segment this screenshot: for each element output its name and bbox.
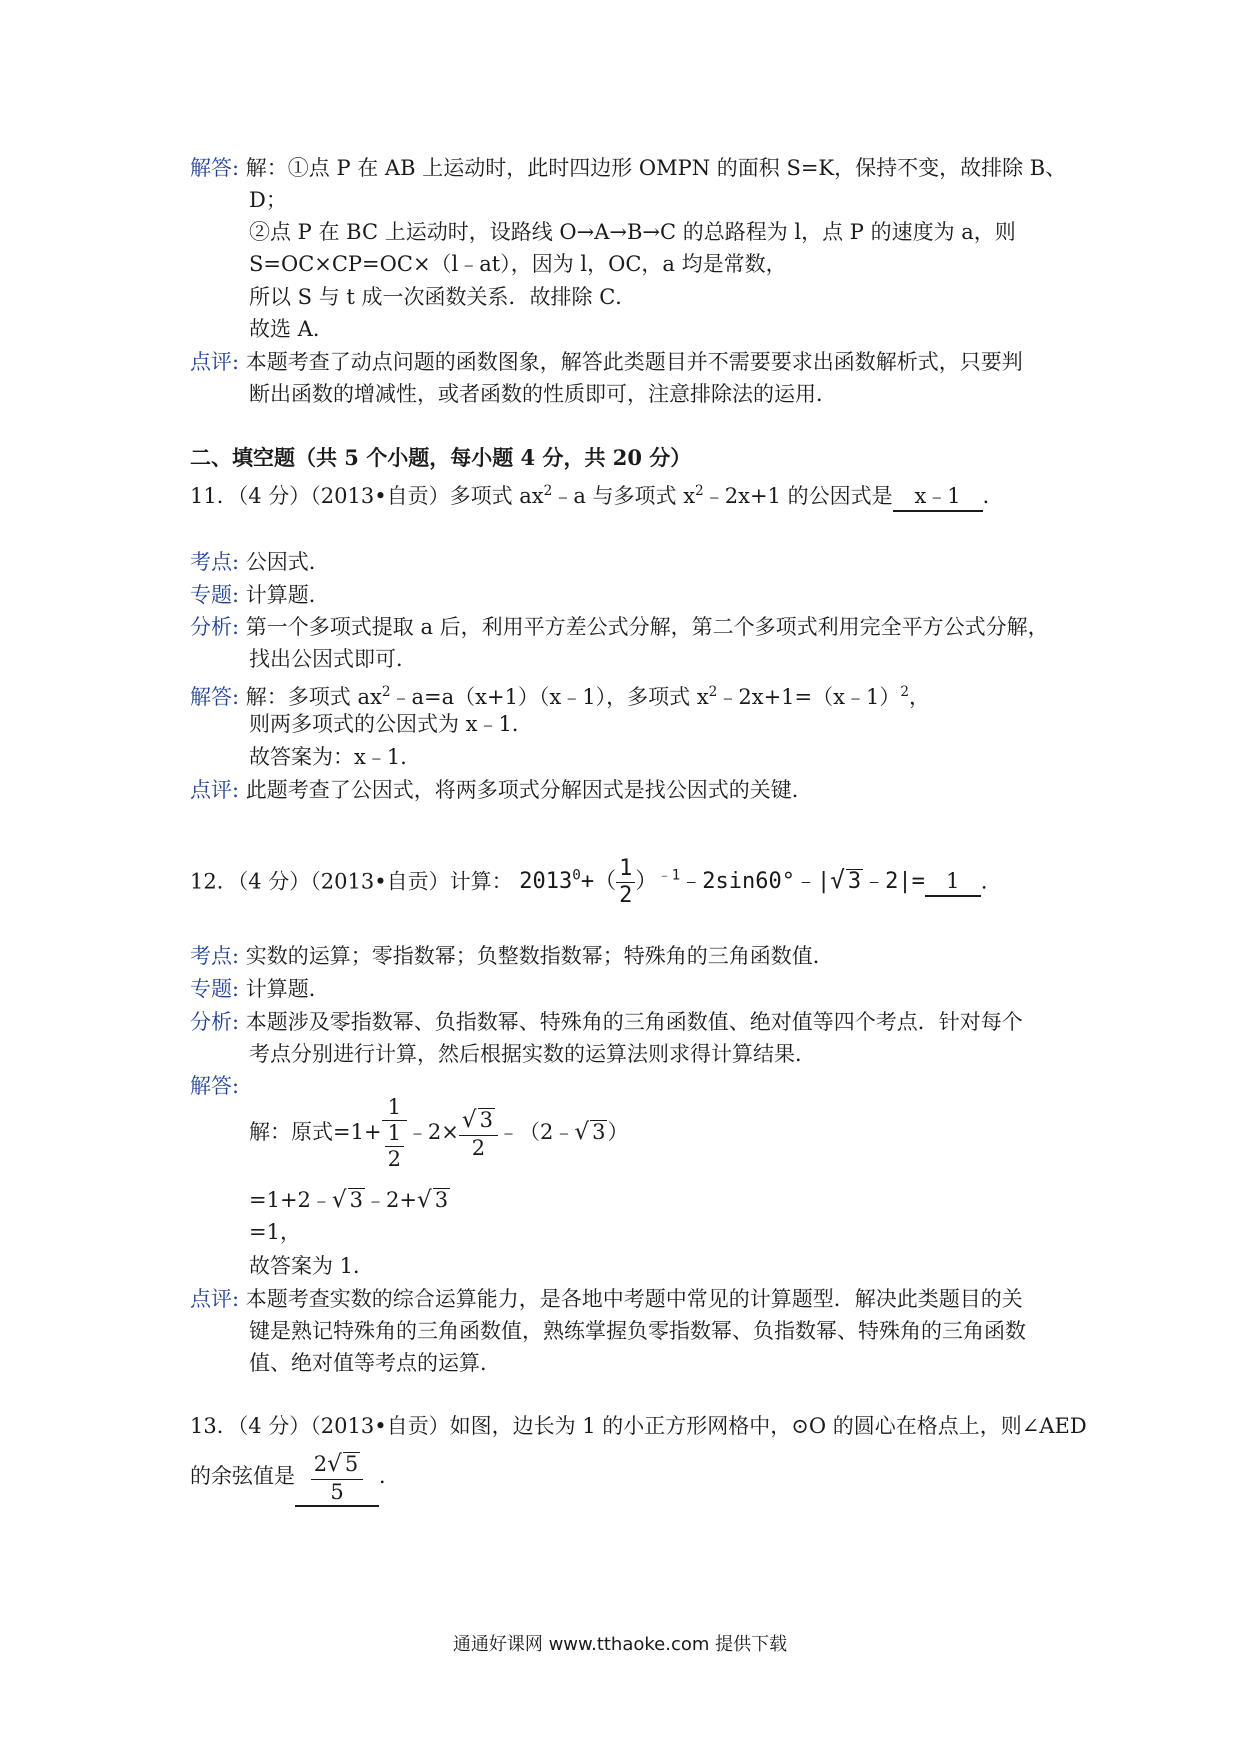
q10-solution-line-5: 所以 S 与 t 成一次函数关系．故排除 C． (249, 285, 637, 309)
q12-step1-sqrt-den: 2 (471, 1135, 486, 1160)
q12-expr-c: ） (635, 869, 658, 895)
q13-answer-num (311, 1452, 363, 1479)
q10-solution-line-3: ②点 P 在 BC 上运动时，设路线 O→A→B→C 的总路程为 l，点 P 的速度为 a，则 (249, 220, 1016, 244)
q10-comment-line-2: 断出函数的增减性，或者函数的性质即可，注意排除法的运用． (249, 382, 837, 406)
q12-expr-sup0: 0 (572, 868, 581, 884)
q11-jieda-d: ， (909, 685, 931, 709)
q12-step2-sqrt-2: 3 (434, 1188, 449, 1212)
q13-stem-2 (190, 1446, 400, 1506)
q10-comment-text-1: 本题考查了动点问题的函数图象，解答此类题目并不需要要求出函数解析式，只要判 (245, 350, 1023, 374)
q13-answer-blank (295, 1452, 379, 1506)
q11-dianping-text: 此题考查了公因式，将两多项式分解因式是找公因式的关键． (245, 778, 813, 802)
q12-stem (190, 848, 1002, 908)
q11-zhuanti-text: 计算题． (245, 583, 330, 607)
q13-radical-icon: √ (327, 1451, 342, 1478)
q12-expr-e: ﹣2|= (863, 869, 925, 895)
q11-stem-b: ﹣a 与多项式 x (552, 484, 696, 508)
q11-fenxi-2: 找出公因式即可． (249, 647, 417, 671)
q12-zhuanti-label: 专题: (190, 977, 240, 1001)
q12-zhuanti-text: 计算题． (245, 977, 330, 1001)
q10-comment-label: 点评: (190, 350, 240, 374)
q12-dianping-2: 键是熟记特殊角的三角函数值，熟练掌握负零指数幂、负指数幂、特殊角的三角函数 (249, 1319, 1026, 1343)
q11-jieda-label: 解答: (190, 685, 240, 709)
q12-frac (616, 855, 635, 908)
q12-step1-sqrt-2: 3 (592, 1120, 606, 1144)
q12-kaodian (190, 940, 834, 972)
q11-dianping-label: 点评: (190, 778, 240, 802)
q12-zhuanti (190, 973, 330, 1005)
q13-stem-1: 13．（4 分）（2013•自贡）如图，边长为 1 的小正方形网格中，⊙O 的圆心在格点上，则∠AED (190, 1414, 1087, 1438)
q11-kaodian-text: 公因式． (245, 550, 330, 574)
q12-jieda-label: 解答: (190, 1074, 240, 1098)
section-heading: 二、填空题（共 5 个小题，每小题 4 分，共 20 分） (190, 445, 692, 470)
q12-step-1 (249, 1082, 628, 1182)
q12-step-2 (249, 1184, 450, 1216)
q11-jieda-a: 解：多项式 ax (245, 685, 382, 709)
q11-jieda-sup-3: 2 (900, 684, 910, 700)
q12-expr-sup-neg1: ﹣1 (657, 868, 681, 884)
q12-dianping-text-1: 本题考查实数的综合运算能力，是各地中考题中常见的计算题型．解决此类题目的关 (245, 1287, 1023, 1311)
q12-step1-a: 解：原式=1+ (249, 1120, 382, 1144)
q12-end: ． (980, 869, 1002, 894)
q12-fenxi-1 (190, 1006, 1023, 1038)
page-footer: 通通好课网 www.tthaoke.com 提供下载 (452, 1634, 788, 1655)
q12-frac-den: 2 (619, 882, 633, 908)
q12-step1-b: ﹣2× (406, 1120, 459, 1144)
q11-stem-c: ﹣2x+1 的公因式是 (703, 484, 893, 508)
q11-fenxi-label: 分析: (190, 615, 240, 639)
q12-step2-sqrt: 3 (349, 1188, 364, 1212)
q11-end: ． (982, 484, 1004, 508)
q12-answer-blank: 1 (925, 867, 981, 897)
q12-radical-icon: √ (830, 866, 845, 895)
q11-jieda-b: ﹣a=a（x+1）（x﹣1），多项式 x (390, 685, 709, 709)
q11-fenxi-1 (190, 611, 1049, 643)
q12-sqrt-3: 3 (847, 869, 862, 895)
q11-answer-blank: x﹣1 (893, 482, 983, 512)
q11-jieda-2: 则两多项式的公因式为 x﹣1． (249, 712, 533, 736)
q12-expr-a: 2013 (519, 869, 573, 895)
q13-answer-den: 5 (330, 1479, 344, 1504)
q12-expression (519, 855, 925, 908)
q12-step1-den (382, 1121, 407, 1170)
q12-radical-icon-4: √ (331, 1187, 347, 1213)
q11-kaodian-label: 考点: (190, 550, 240, 574)
q11-stem-a: 11．（4 分）（2013•自贡）多项式 ax (190, 484, 544, 508)
q12-step-3: =1， (249, 1220, 301, 1244)
q11-dianping (190, 774, 813, 806)
q12-step2-a: =1+2﹣ (249, 1188, 332, 1212)
q13-stem-2a: 的余弦值是 (190, 1464, 295, 1488)
q13-end: ． (379, 1464, 400, 1488)
q12-fenxi-label: 分析: (190, 1010, 240, 1034)
q10-solution-line-1 (190, 152, 1066, 184)
q12-step-4: 故答案为 1． (249, 1254, 375, 1278)
q11-kaodian (190, 546, 330, 578)
q11-sup-2: 2 (695, 483, 704, 499)
q12-step1-c: ﹣（2﹣ (498, 1120, 575, 1144)
q12-step1-sqrt-num (459, 1108, 498, 1135)
q10-solution-text-1: 解：①点 P 在 AB 上运动时，此时四边形 OMPN 的面积 S=K，保持不变，故排除 B、 (245, 156, 1067, 180)
q10-solution-line-6: 故选 A． (249, 317, 334, 341)
q11-stem (190, 475, 1004, 507)
q12-radical-icon-5: √ (416, 1187, 432, 1213)
q12-stem-a: 12．（4 分）（2013•自贡）计算： (190, 869, 513, 894)
q11-jieda-sup-2: 2 (708, 684, 718, 700)
q12-radical-icon-2: √ (461, 1107, 477, 1134)
q13-answer-frac (311, 1452, 363, 1502)
q12-step1-sqrt: 3 (479, 1108, 493, 1133)
q12-fenxi-text-1: 本题涉及零指数幂、负指数幂、特殊角的三角函数值、绝对值等四个考点．针对每个 (245, 1010, 1023, 1034)
q11-zhuanti (190, 579, 330, 611)
q10-solution-line-2: D； (249, 188, 287, 212)
q12-step1-num: 1 (382, 1097, 407, 1121)
q12-step1-complex-frac (382, 1097, 407, 1170)
q12-step1-inner-frac (385, 1123, 404, 1170)
q13-answer-num-a: 2 (313, 1452, 328, 1477)
q12-kaodian-text: 实数的运算；零指数幂；负整数指数幂；特殊角的三角函数值． (245, 944, 834, 968)
q12-frac-num: 1 (616, 858, 635, 883)
q12-dianping-label: 点评: (190, 1287, 240, 1311)
q12-step1-inner-den: 2 (387, 1147, 401, 1171)
q12-dianping-1 (190, 1283, 1023, 1315)
q12-step2-b: ﹣2+ (365, 1188, 417, 1212)
q11-jieda-3: 故答案为：x﹣1． (249, 745, 422, 769)
q12-step1-inner-num: 1 (385, 1123, 404, 1147)
q11-sup-1: 2 (543, 483, 553, 499)
q12-step1-d: ） (607, 1120, 629, 1144)
q12-kaodian-label: 考点: (190, 944, 240, 968)
q11-jieda-c: ﹣2x+1=（x﹣1） (717, 685, 901, 709)
q10-comment-line-1 (190, 346, 1023, 378)
q12-step1-sqrt-frac (459, 1108, 498, 1158)
q10-solution-label: 解答: (190, 156, 240, 180)
q11-jieda-sup-1: 2 (381, 684, 391, 700)
q12-fenxi-2: 考点分别进行计算，然后根据实数的运算法则求得计算结果． (249, 1042, 816, 1066)
q11-jieda-1 (190, 676, 930, 708)
q11-zhuanti-label: 专题: (190, 583, 240, 607)
q12-dianping-3: 值、绝对值等考点的运算． (249, 1351, 501, 1375)
q12-radical-icon-3: √ (574, 1119, 590, 1145)
q12-expr-b: +（ (580, 869, 617, 895)
q13-answer-sqrt: 5 (344, 1452, 359, 1477)
q11-fenxi-text-1: 第一个多项式提取 a 后，利用平方差公式分解，第二个多项式利用完全平方公式分解， (245, 615, 1049, 639)
q10-solution-line-4: S=OC×CP=OC×（l﹣at），因为 l，OC，a 均是常数， (249, 252, 787, 276)
q12-expr-d: ﹣2sin60°﹣| (680, 869, 831, 895)
